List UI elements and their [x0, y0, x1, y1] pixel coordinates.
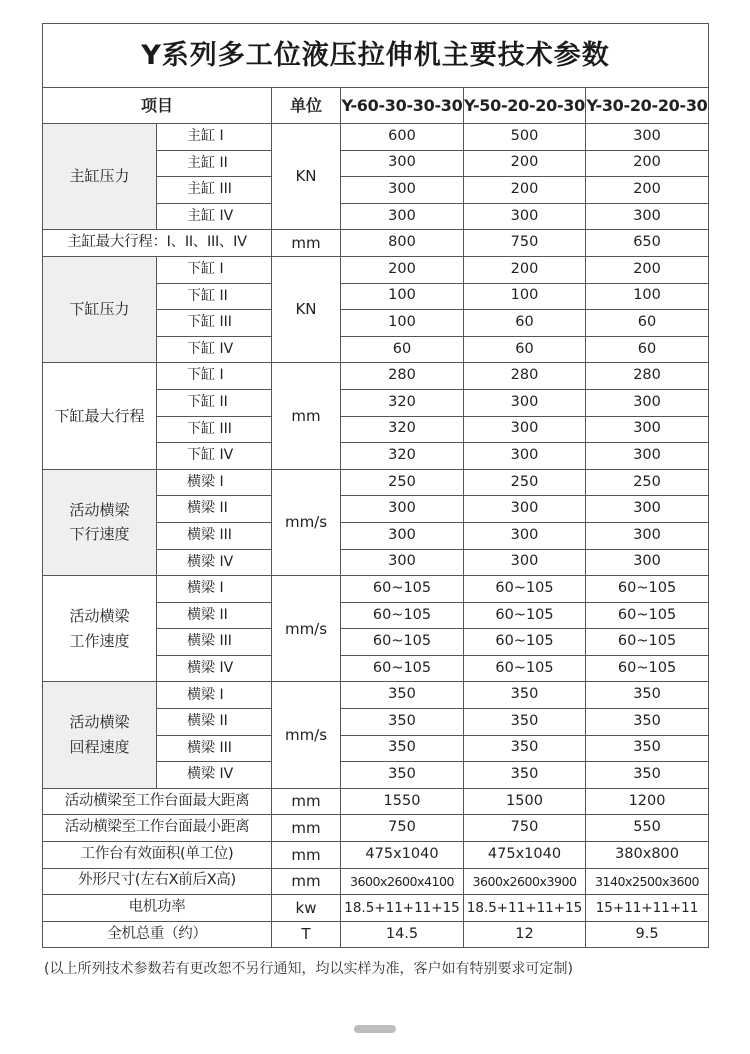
value-cell: 300	[586, 549, 709, 576]
value-cell: 475x1040	[464, 842, 586, 869]
group-label-line: 活动横梁	[69, 713, 130, 732]
value-cell: 60~105	[586, 655, 709, 682]
value-cell: 60~105	[464, 629, 586, 656]
value-cell: 60	[586, 336, 709, 363]
unit-cell: mm	[272, 788, 341, 815]
row-label: 横梁 I	[157, 682, 272, 709]
row-label: 横梁 III	[157, 735, 272, 762]
value-cell: 200	[464, 177, 586, 204]
value-cell: 280	[341, 363, 464, 390]
value-cell: 350	[464, 682, 586, 709]
value-cell: 200	[341, 256, 464, 283]
value-cell: 750	[464, 230, 586, 257]
row-label: 横梁 III	[157, 522, 272, 549]
value-cell: 750	[341, 815, 464, 842]
value-cell: 300	[464, 522, 586, 549]
value-cell: 3140x2500x3600	[586, 868, 709, 895]
value-cell: 60	[586, 310, 709, 337]
spec-table	[42, 23, 709, 948]
unit-cell: KN	[272, 256, 341, 362]
value-cell: 300	[341, 150, 464, 177]
value-cell: 60	[464, 310, 586, 337]
row-label: 横梁 IV	[157, 655, 272, 682]
row-label: 下缸 IV	[157, 443, 272, 470]
value-cell: 475x1040	[341, 842, 464, 869]
value-cell: 300	[341, 177, 464, 204]
scroll-indicator[interactable]	[354, 1025, 396, 1033]
value-cell: 750	[464, 815, 586, 842]
value-cell: 300	[464, 389, 586, 416]
value-cell: 200	[464, 150, 586, 177]
row-label: 主缸 II	[157, 150, 272, 177]
value-cell: 200	[586, 256, 709, 283]
footer-note: (以上所列技术参数若有更改恕不另行通知，均以实样为准，客户如有特别要求可定制)	[44, 961, 573, 977]
value-cell: 320	[341, 416, 464, 443]
value-cell: 600	[341, 124, 464, 151]
value-cell: 350	[586, 709, 709, 736]
value-cell: 1200	[586, 788, 709, 815]
value-cell: 350	[586, 735, 709, 762]
table-row	[43, 815, 709, 842]
value-cell: 60~105	[586, 602, 709, 629]
value-cell: 15+11+11+11	[586, 895, 709, 922]
group-label-line: 活动横梁	[69, 500, 130, 519]
table-row	[43, 682, 709, 709]
value-cell: 300	[341, 549, 464, 576]
unit-cell: mm/s	[272, 576, 341, 682]
value-cell: 60~105	[341, 629, 464, 656]
row-label: 横梁 IV	[157, 762, 272, 789]
value-cell: 12	[464, 921, 586, 948]
row-label: 主缸 III	[157, 177, 272, 204]
group-label: 下缸最大行程	[43, 363, 157, 469]
value-cell: 550	[586, 815, 709, 842]
row-label: 下缸 I	[157, 363, 272, 390]
value-cell: 320	[341, 389, 464, 416]
value-cell: 300	[341, 522, 464, 549]
value-cell: 3600x2600x3900	[464, 868, 586, 895]
unit-cell: kw	[272, 895, 341, 922]
group-label	[43, 469, 157, 575]
value-cell: 350	[341, 762, 464, 789]
page-title: Y系列多工位液压拉伸机主要技术参数	[43, 24, 709, 88]
value-cell: 280	[464, 363, 586, 390]
value-cell: 14.5	[341, 921, 464, 948]
value-cell: 300	[586, 522, 709, 549]
value-cell: 500	[464, 124, 586, 151]
row-label: 下缸 III	[157, 310, 272, 337]
row-label: 横梁 II	[157, 602, 272, 629]
row-label: 横梁 IV	[157, 549, 272, 576]
unit-cell: mm	[272, 230, 341, 257]
header-row	[43, 88, 709, 124]
value-cell: 300	[586, 416, 709, 443]
row-label: 工作台有效面积(单工位)	[43, 842, 272, 869]
group-label-line: 回程速度	[69, 738, 130, 757]
value-cell: 300	[341, 203, 464, 230]
group-label-line: 工作速度	[69, 631, 130, 650]
group-label-line: 活动横梁	[69, 607, 130, 626]
row-label: 横梁 I	[157, 576, 272, 603]
row-label: 下缸 II	[157, 389, 272, 416]
value-cell: 60	[464, 336, 586, 363]
group-label-line: 下行速度	[69, 525, 130, 544]
value-cell: 350	[464, 735, 586, 762]
unit-cell: mm	[272, 868, 341, 895]
value-cell: 60	[341, 336, 464, 363]
value-cell: 300	[464, 416, 586, 443]
value-cell: 60~105	[341, 576, 464, 603]
value-cell: 350	[586, 762, 709, 789]
row-label: 外形尺寸(左右X前后X高)	[43, 868, 272, 895]
group-label	[43, 682, 157, 788]
value-cell: 100	[341, 283, 464, 310]
value-cell: 350	[341, 709, 464, 736]
table-row	[43, 469, 709, 496]
table-row	[43, 895, 709, 922]
row-label: 活动横梁至工作台面最小距离	[43, 815, 272, 842]
row-label: 主缸最大行程：I、II、III、IV	[43, 230, 272, 257]
row-label: 横梁 II	[157, 709, 272, 736]
row-label: 横梁 II	[157, 496, 272, 523]
value-cell: 250	[464, 469, 586, 496]
value-cell: 800	[341, 230, 464, 257]
value-cell: 60~105	[464, 576, 586, 603]
value-cell: 100	[341, 310, 464, 337]
row-label: 活动横梁至工作台面最大距离	[43, 788, 272, 815]
value-cell: 60~105	[586, 576, 709, 603]
group-label: 下缸压力	[43, 256, 157, 362]
value-cell: 350	[464, 709, 586, 736]
value-cell: 300	[464, 203, 586, 230]
group-label	[43, 576, 157, 682]
value-cell: 300	[341, 496, 464, 523]
unit-cell: KN	[272, 124, 341, 230]
header-unit: 单位	[272, 88, 341, 124]
header-model-2: Y-50-20-20-30	[464, 88, 586, 124]
value-cell: 60~105	[464, 655, 586, 682]
unit-cell: mm/s	[272, 682, 341, 788]
value-cell: 60~105	[586, 629, 709, 656]
value-cell: 300	[464, 496, 586, 523]
unit-cell: mm	[272, 815, 341, 842]
value-cell: 650	[586, 230, 709, 257]
row-label: 主缸 IV	[157, 203, 272, 230]
value-cell: 300	[586, 443, 709, 470]
row-label: 下缸 II	[157, 283, 272, 310]
unit-cell: mm	[272, 842, 341, 869]
table-row	[43, 124, 709, 151]
value-cell: 300	[586, 496, 709, 523]
unit-cell: T	[272, 921, 341, 948]
group-label: 主缸压力	[43, 124, 157, 230]
value-cell: 100	[586, 283, 709, 310]
value-cell: 250	[341, 469, 464, 496]
table-row	[43, 788, 709, 815]
value-cell: 200	[586, 177, 709, 204]
table-row	[43, 230, 709, 257]
unit-cell: mm	[272, 363, 341, 469]
table-row	[43, 256, 709, 283]
value-cell: 300	[586, 389, 709, 416]
value-cell: 350	[341, 735, 464, 762]
value-cell: 320	[341, 443, 464, 470]
header-item: 项目	[43, 88, 272, 124]
table-row	[43, 842, 709, 869]
row-label: 全机总重（约）	[43, 921, 272, 948]
value-cell: 300	[586, 203, 709, 230]
value-cell: 300	[464, 443, 586, 470]
value-cell: 1500	[464, 788, 586, 815]
table-row	[43, 921, 709, 948]
value-cell: 280	[586, 363, 709, 390]
value-cell: 100	[464, 283, 586, 310]
value-cell: 1550	[341, 788, 464, 815]
value-cell: 350	[464, 762, 586, 789]
row-label: 横梁 I	[157, 469, 272, 496]
value-cell: 300	[464, 549, 586, 576]
value-cell: 350	[586, 682, 709, 709]
value-cell: 9.5	[586, 921, 709, 948]
table-row	[43, 868, 709, 895]
table-row	[43, 363, 709, 390]
row-label: 电机功率	[43, 895, 272, 922]
row-label: 下缸 IV	[157, 336, 272, 363]
row-label: 主缸 I	[157, 124, 272, 151]
header-model-1: Y-60-30-30-30	[341, 88, 464, 124]
value-cell: 60~105	[464, 602, 586, 629]
header-model-3: Y-30-20-20-30	[586, 88, 709, 124]
value-cell: 3600x2600x4100	[341, 868, 464, 895]
value-cell: 250	[586, 469, 709, 496]
value-cell: 350	[341, 682, 464, 709]
value-cell: 380x800	[586, 842, 709, 869]
table-row	[43, 576, 709, 603]
row-label: 横梁 III	[157, 629, 272, 656]
value-cell: 60~105	[341, 602, 464, 629]
value-cell: 60~105	[341, 655, 464, 682]
value-cell: 18.5+11+11+15	[341, 895, 464, 922]
value-cell: 200	[586, 150, 709, 177]
value-cell: 300	[586, 124, 709, 151]
value-cell: 200	[464, 256, 586, 283]
unit-cell: mm/s	[272, 469, 341, 575]
row-label: 下缸 I	[157, 256, 272, 283]
row-label: 下缸 III	[157, 416, 272, 443]
value-cell: 18.5+11+11+15	[464, 895, 586, 922]
